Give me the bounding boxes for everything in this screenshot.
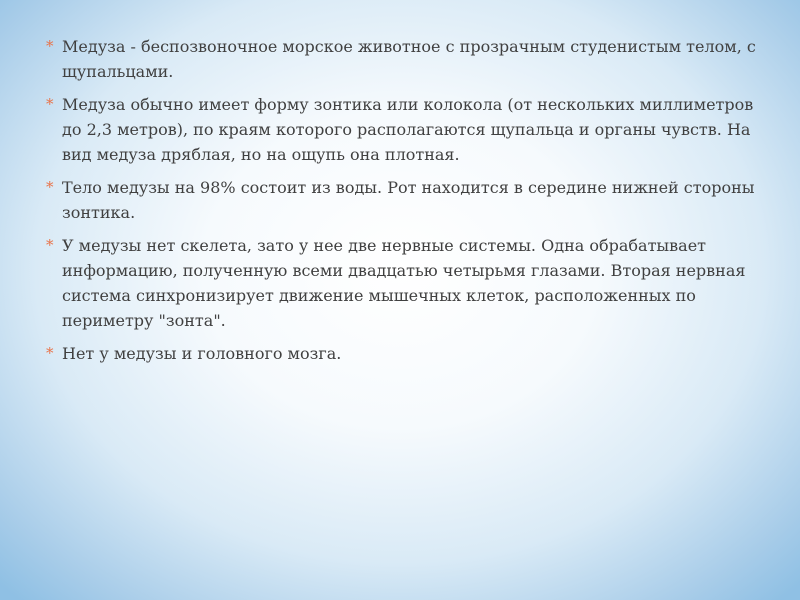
bullet-icon: * xyxy=(46,344,54,362)
bullet-text: У медузы нет скелета, зато у нее две нервные системы. Одна обрабатывает информацию, полученную всеми двадцатью четырьмя глазами. Вторая нервная система синхронизирует движение мышечных клеток, расположенных по периметру "зонта". xyxy=(62,236,746,330)
list-item xyxy=(44,92,764,167)
bullet-text: Медуза - беспозвоночное морское животное с прозрачным студенистым телом, с щупальцами. xyxy=(62,37,756,81)
bullet-icon: * xyxy=(46,37,54,55)
bullet-icon: * xyxy=(46,178,54,196)
bullet-text: Нет у медузы и головного мозга. xyxy=(62,344,342,363)
list-item xyxy=(44,175,764,225)
list-item xyxy=(44,34,764,84)
list-item xyxy=(44,233,764,333)
bullet-icon: * xyxy=(46,236,54,254)
bullet-text: Медуза обычно имеет форму зонтика или колокола (от нескольких миллиметров до 2,3 метров), по краям которого располагаются щупальца и органы чувств. На вид медуза дряблая, но на ощупь она плотная. xyxy=(62,95,754,164)
bullet-text: Тело медузы на 98% состоит из воды. Рот находится в середине нижней стороны зонтика. xyxy=(62,178,755,222)
bullet-icon: * xyxy=(46,95,54,113)
list-item xyxy=(44,341,764,366)
bullet-list xyxy=(44,34,764,374)
